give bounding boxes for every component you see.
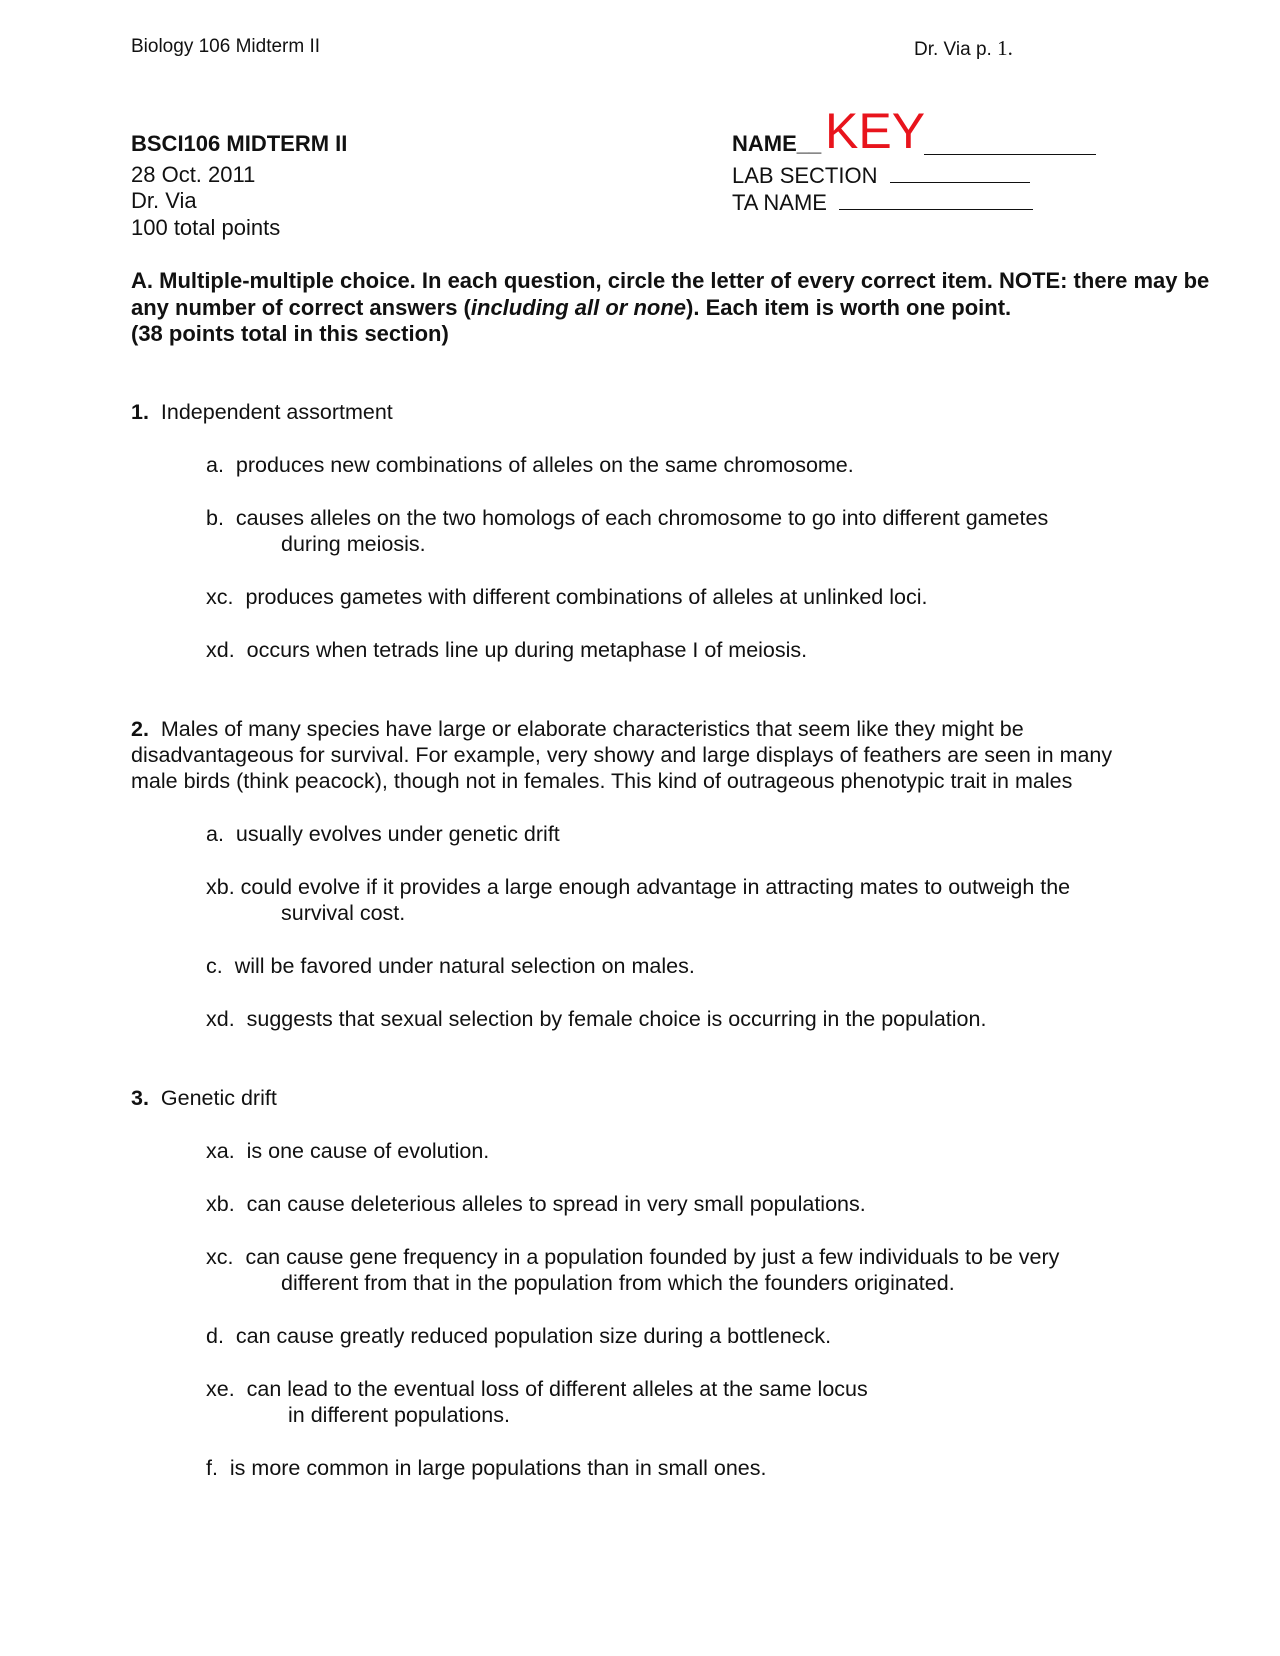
q2-option-c: c. will be favored under natural selection on males. xyxy=(206,954,695,978)
question-2-stem-line-3: male birds (think peacock), though not in females. This kind of outrageous phenotypic trait in males xyxy=(131,769,1073,793)
q3-option-e-cont: in different populations. xyxy=(288,1403,510,1427)
instructions-points: (38 points total in this section) xyxy=(131,321,449,346)
question-2-stem-line-1 xyxy=(131,716,1024,742)
running-header-author: Dr. Via p. xyxy=(914,39,992,60)
q1-option-a: a. produces new combinations of alleles on the same chromosome. xyxy=(206,453,854,477)
q1-option-c: xc. produces gametes with different combinations of alleles at unlinked loci. xyxy=(206,585,928,609)
question-text: Males of many species have large or elaborate characteristics that seem like they might be xyxy=(160,717,1024,741)
q3-option-c-cont: different from that in the population from which the founders originated. xyxy=(281,1271,955,1295)
lab-section-field xyxy=(732,162,1030,189)
ta-name-blank-line xyxy=(839,189,1033,210)
course-title: BSCI106 MIDTERM II xyxy=(131,131,348,156)
lab-section-label: LAB SECTION xyxy=(732,163,878,188)
question-number: 3. xyxy=(131,1086,149,1110)
question-text: Genetic drift xyxy=(160,1086,277,1110)
instructions-text-2: ). Each item is worth one point. xyxy=(686,294,1012,320)
lab-section-blank-line xyxy=(890,162,1030,183)
q1-option-d: xd. occurs when tetrads line up during metaphase I of meiosis. xyxy=(206,638,808,662)
question-text: Independent assortment xyxy=(160,400,393,424)
q3-option-d: d. can cause greatly reduced population size during a bottleneck. xyxy=(206,1324,832,1348)
instructions-emphasis: including all or none xyxy=(470,294,687,320)
q3-option-b: xb. can cause deleterious alleles to spread in very small populations. xyxy=(206,1192,866,1216)
running-header-right xyxy=(914,36,1013,61)
running-header-left: Biology 106 Midterm II xyxy=(131,36,321,57)
instructor-name: Dr. Via xyxy=(131,188,197,213)
question-3-stem xyxy=(131,1085,277,1111)
instructions-text-1: A. Multiple-multiple choice. In each question, circle the letter of every correct item. NOTE: there may be any number of correct answers ( xyxy=(131,268,1210,320)
q3-option-f: f. is more common in large populations than in small ones. xyxy=(206,1456,767,1480)
q2-option-d: xd. suggests that sexual selection by female choice is occurring in the population. xyxy=(206,1007,987,1031)
question-number: 2. xyxy=(131,717,149,741)
name-label: NAME__ xyxy=(732,131,822,156)
name-blank-line xyxy=(924,134,1096,155)
q1-option-b: b. causes alleles on the two homologs of each chromosome to go into different gametes xyxy=(206,506,1049,530)
name-key-answer: KEY xyxy=(825,103,926,159)
section-a-instructions xyxy=(131,268,1211,348)
ta-name-field xyxy=(732,189,1033,216)
page-number: 1. xyxy=(997,36,1013,60)
q3-option-a: xa. is one cause of evolution. xyxy=(206,1139,490,1163)
q3-option-e: xe. can lead to the eventual loss of different alleles at the same locus xyxy=(206,1377,868,1401)
q3-option-c: xc. can cause gene frequency in a population founded by just a few individuals to be very xyxy=(206,1245,1060,1269)
question-1-stem xyxy=(131,399,393,425)
exam-date: 28 Oct. 2011 xyxy=(131,162,256,187)
q2-option-a: a. usually evolves under genetic drift xyxy=(206,822,560,846)
question-2-stem-line-2: disadvantageous for survival. For example, very showy and large displays of feathers are seen in many xyxy=(131,743,1113,767)
ta-name-label: TA NAME xyxy=(732,190,827,215)
q2-option-b: xb. could evolve if it provides a large enough advantage in attracting mates to outweigh the xyxy=(206,875,1071,899)
question-number: 1. xyxy=(131,400,149,424)
q2-option-b-cont: survival cost. xyxy=(281,901,406,925)
total-points: 100 total points xyxy=(131,215,281,240)
q1-option-b-cont: during meiosis. xyxy=(281,532,426,556)
